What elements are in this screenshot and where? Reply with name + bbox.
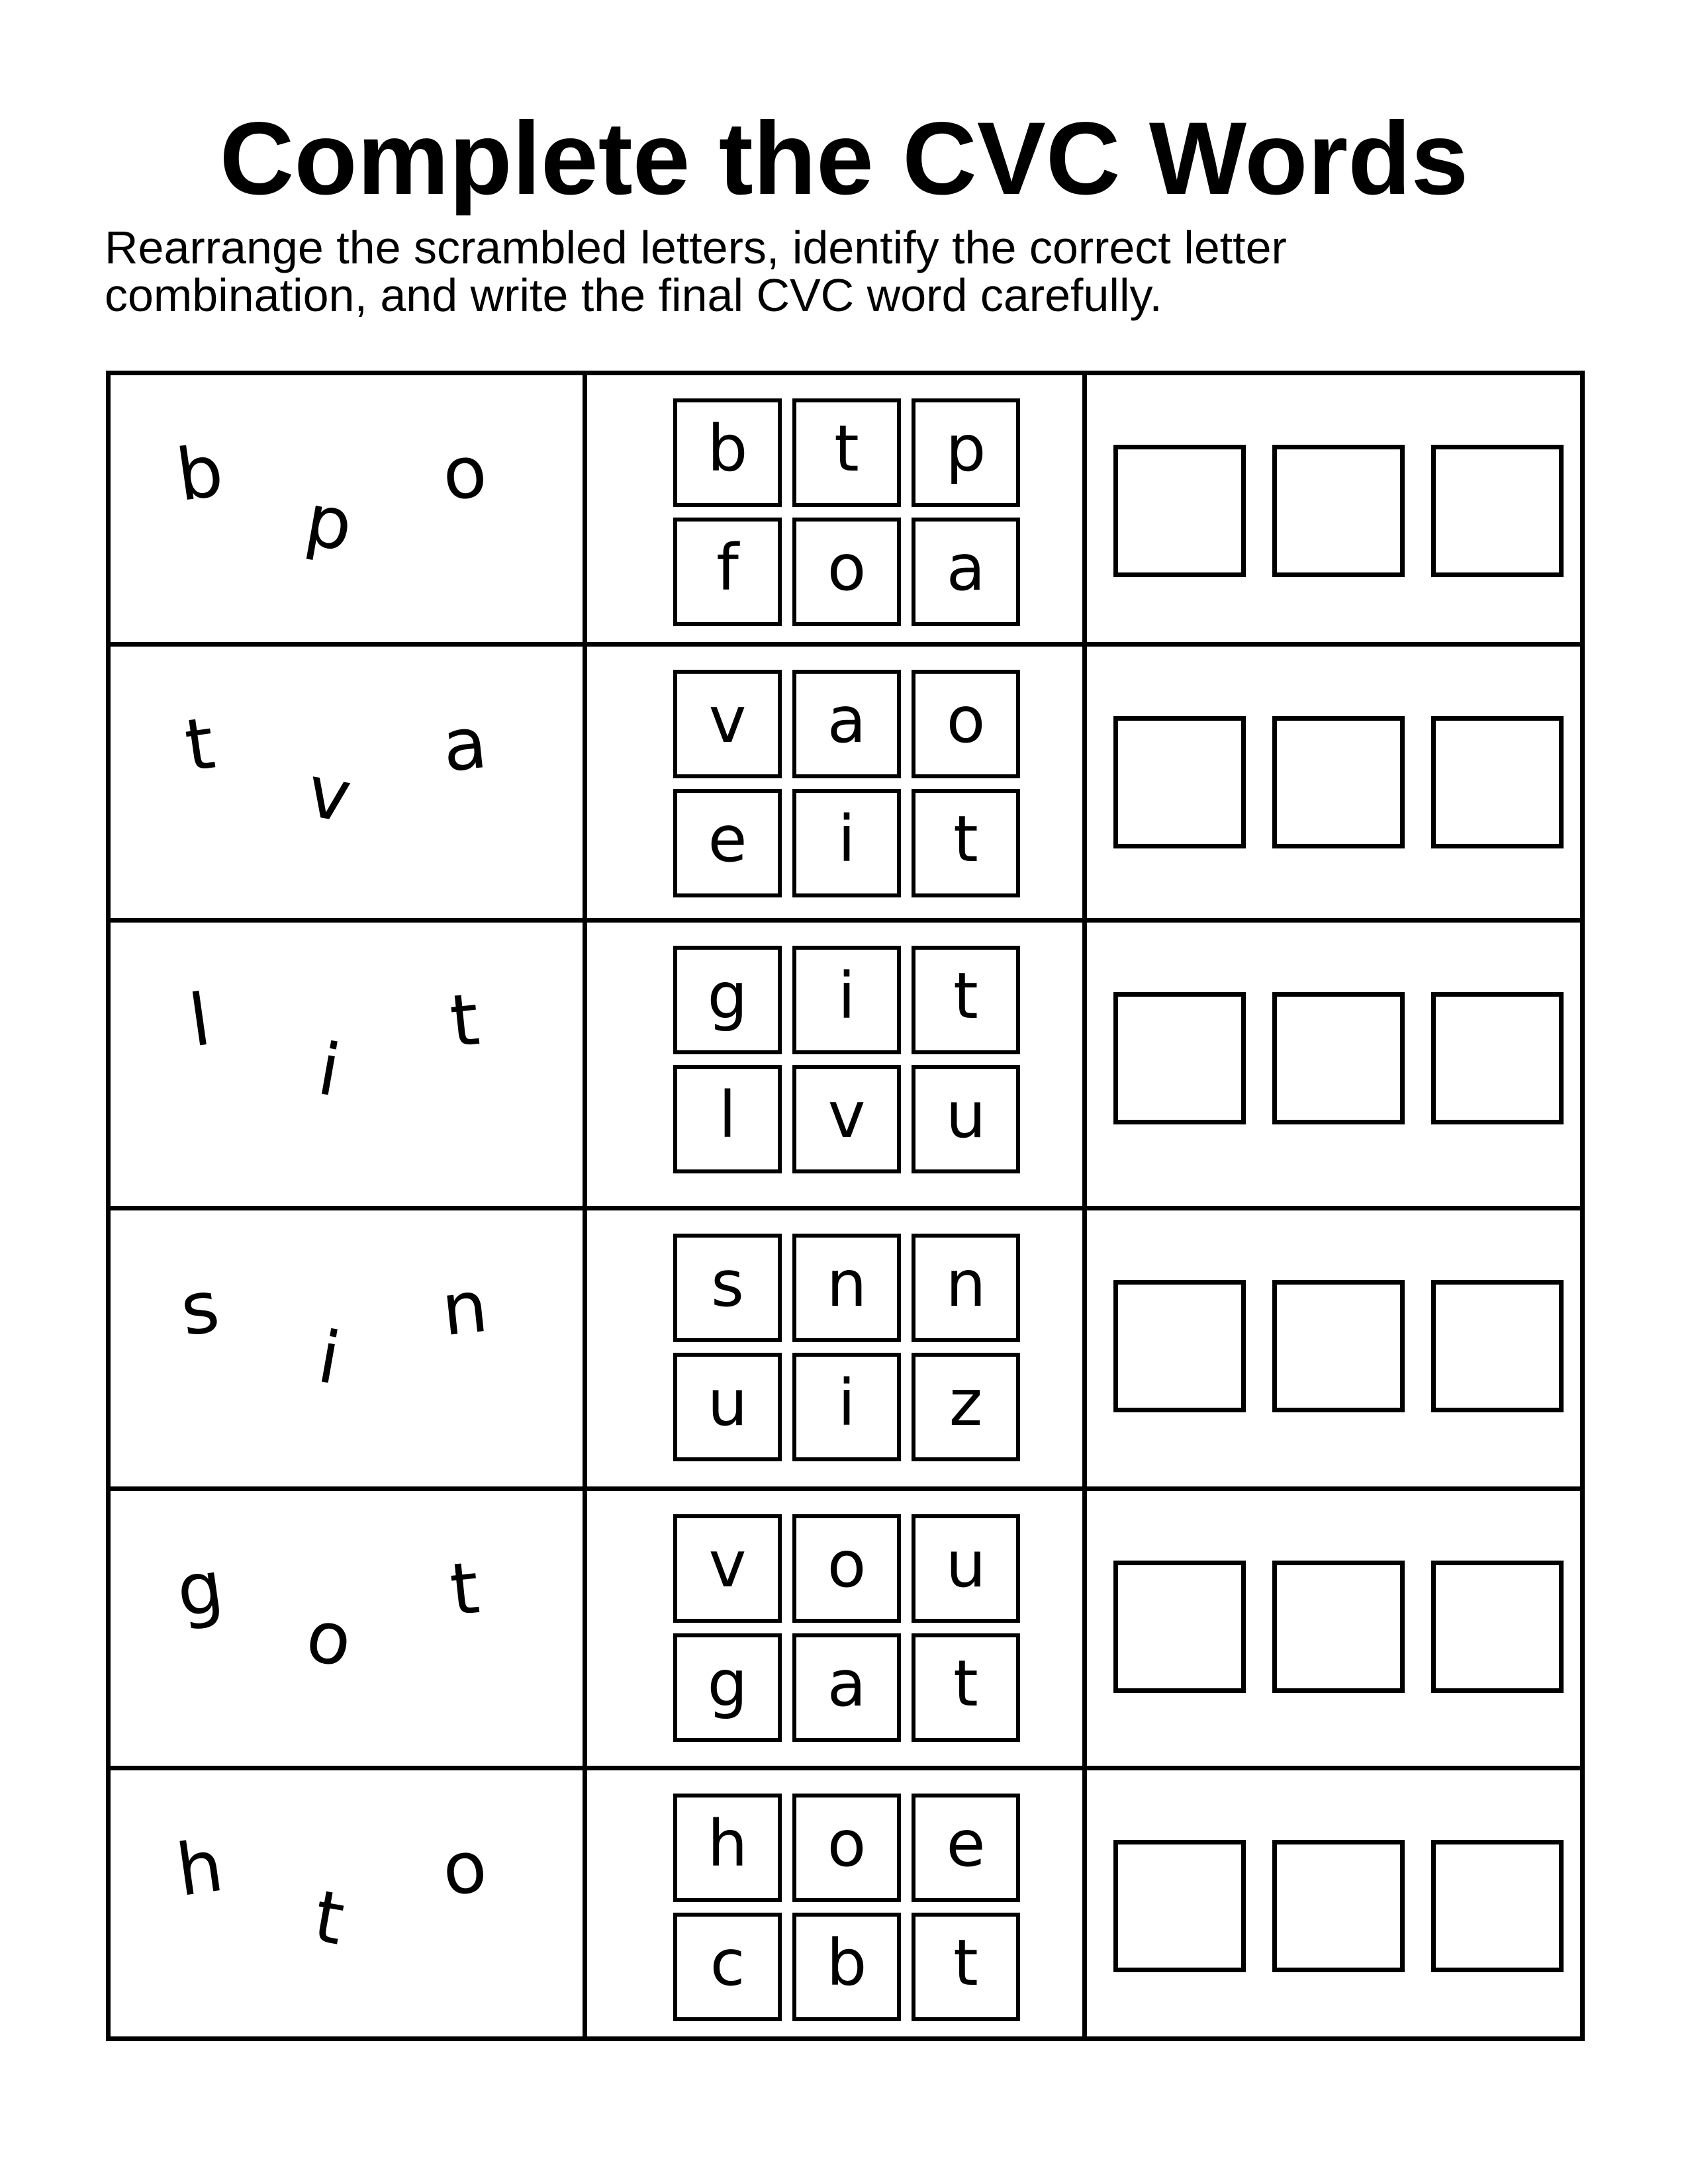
scrambled-letters-cell <box>111 1491 587 1766</box>
answer-box[interactable] <box>1431 1561 1564 1693</box>
letter-choice-box[interactable]: e <box>673 789 782 897</box>
scrambled-letter: n <box>438 1265 492 1353</box>
letter-choice-box[interactable]: z <box>912 1353 1020 1461</box>
scrambled-letters-cell <box>111 923 587 1206</box>
scrambled-letter: a <box>438 701 491 789</box>
answer-box[interactable] <box>1113 445 1246 577</box>
answer-box[interactable] <box>1431 1840 1564 1972</box>
worksheet-table <box>106 371 1585 2041</box>
letter-choice-box[interactable]: n <box>912 1234 1020 1342</box>
letter-choice-box[interactable]: o <box>912 670 1020 778</box>
letter-choice-cell <box>587 375 1087 642</box>
letter-choice-grid <box>673 1514 1024 1739</box>
answer-box[interactable] <box>1272 445 1405 577</box>
worksheet-row <box>111 1491 1580 1770</box>
answer-cell <box>1087 1770 1580 2036</box>
letter-choice-cell <box>587 1491 1087 1766</box>
answer-box[interactable] <box>1431 1280 1564 1412</box>
worksheet-row <box>111 1210 1580 1491</box>
scrambled-letter: t <box>446 1547 483 1632</box>
instructions <box>105 224 1627 319</box>
letter-choice-box[interactable]: p <box>912 398 1020 507</box>
scrambled-letter: t <box>446 978 483 1064</box>
answer-box[interactable] <box>1272 1280 1405 1412</box>
worksheet-row <box>111 923 1580 1210</box>
scrambled-letter: s <box>175 1265 224 1353</box>
letter-choice-box[interactable]: f <box>673 518 782 626</box>
scrambled-letters-cell <box>111 375 587 642</box>
letter-choice-box[interactable]: t <box>912 1633 1020 1742</box>
letter-choice-cell <box>587 1210 1087 1486</box>
answer-box[interactable] <box>1272 1840 1405 1972</box>
worksheet-title: Complete the CVC Words <box>219 101 1469 216</box>
scrambled-letter: i <box>312 1028 346 1113</box>
answer-cell <box>1087 647 1580 918</box>
answer-cell <box>1087 923 1580 1206</box>
letter-choice-box[interactable]: n <box>792 1234 901 1342</box>
letter-choice-box[interactable]: e <box>912 1794 1020 1902</box>
letter-choice-box[interactable]: s <box>673 1234 782 1342</box>
letter-choice-box[interactable]: o <box>792 1794 901 1902</box>
scrambled-letter: o <box>438 1825 491 1913</box>
letter-choice-box[interactable]: l <box>673 1065 782 1173</box>
scrambled-letter: o <box>438 430 491 518</box>
answer-box[interactable] <box>1113 716 1246 848</box>
letter-choice-box[interactable]: b <box>792 1913 901 2021</box>
scrambled-letter: g <box>171 1545 228 1634</box>
scrambled-letter: t <box>180 702 220 788</box>
letter-choice-box[interactable]: t <box>912 789 1020 897</box>
scrambled-letter: t <box>308 1875 350 1962</box>
answer-box[interactable] <box>1431 716 1564 848</box>
scrambled-letter: l <box>184 978 216 1064</box>
letter-choice-box[interactable]: c <box>673 1913 782 2021</box>
letter-choice-box[interactable]: i <box>792 789 901 897</box>
letter-choice-box[interactable]: g <box>673 946 782 1054</box>
letter-choice-box[interactable]: g <box>673 1633 782 1742</box>
letter-choice-box[interactable]: a <box>792 670 901 778</box>
letter-choice-box[interactable]: t <box>912 946 1020 1054</box>
answer-cell <box>1087 1210 1580 1486</box>
letter-choice-box[interactable]: h <box>673 1794 782 1902</box>
letter-choice-box[interactable]: a <box>792 1633 901 1742</box>
letter-choice-cell <box>587 647 1087 918</box>
letter-choice-grid <box>673 398 1024 623</box>
answer-box[interactable] <box>1113 1561 1246 1693</box>
letter-choice-box[interactable]: u <box>673 1353 782 1461</box>
answer-box[interactable] <box>1272 992 1405 1124</box>
letter-choice-grid <box>673 1234 1024 1459</box>
letter-choice-cell <box>587 1770 1087 2036</box>
scrambled-letter: b <box>171 429 228 518</box>
worksheet-row <box>111 375 1580 647</box>
letter-choice-box[interactable]: t <box>912 1913 1020 2021</box>
letter-choice-box[interactable]: u <box>912 1065 1020 1173</box>
letter-choice-box[interactable]: o <box>792 518 901 626</box>
letter-choice-box[interactable]: t <box>792 398 901 507</box>
scrambled-letter: o <box>300 1594 358 1684</box>
answer-box[interactable] <box>1272 1561 1405 1693</box>
letter-choice-grid <box>673 670 1024 895</box>
scrambled-letters-cell <box>111 1210 587 1486</box>
worksheet-row <box>111 647 1580 923</box>
answer-box[interactable] <box>1272 716 1405 848</box>
letter-choice-box[interactable]: i <box>792 1353 901 1461</box>
letter-choice-box[interactable]: v <box>673 1514 782 1623</box>
scrambled-letters-cell <box>111 647 587 918</box>
scrambled-letter: v <box>301 750 357 839</box>
scrambled-letters-cell <box>111 1770 587 2036</box>
letter-choice-cell <box>587 923 1087 1206</box>
letter-choice-grid <box>673 1794 1024 2019</box>
letter-choice-box[interactable]: a <box>912 518 1020 626</box>
answer-cell <box>1087 375 1580 642</box>
scrambled-letter: p <box>299 478 359 569</box>
scrambled-letter: h <box>171 1824 228 1913</box>
answer-box[interactable] <box>1431 445 1564 577</box>
letter-choice-box[interactable]: i <box>792 946 901 1054</box>
letter-choice-box[interactable]: b <box>673 398 782 507</box>
letter-choice-box[interactable]: v <box>673 670 782 778</box>
instructions-line-2: combination, and write the final CVC word carefully. <box>105 269 1162 321</box>
answer-box[interactable] <box>1113 992 1246 1124</box>
answer-box[interactable] <box>1113 1840 1246 1972</box>
letter-choice-grid <box>673 946 1024 1171</box>
instructions-line-1: Rearrange the scrambled letters, identify the correct letter <box>105 222 1287 273</box>
worksheet-row <box>111 1770 1580 2036</box>
answer-box[interactable] <box>1113 1280 1246 1412</box>
letter-choice-box[interactable]: u <box>912 1514 1020 1623</box>
answer-cell <box>1087 1491 1580 1766</box>
scrambled-letter: i <box>312 1316 346 1401</box>
answer-box[interactable] <box>1431 992 1564 1124</box>
letter-choice-box[interactable]: v <box>792 1065 901 1173</box>
letter-choice-box[interactable]: o <box>792 1514 901 1623</box>
